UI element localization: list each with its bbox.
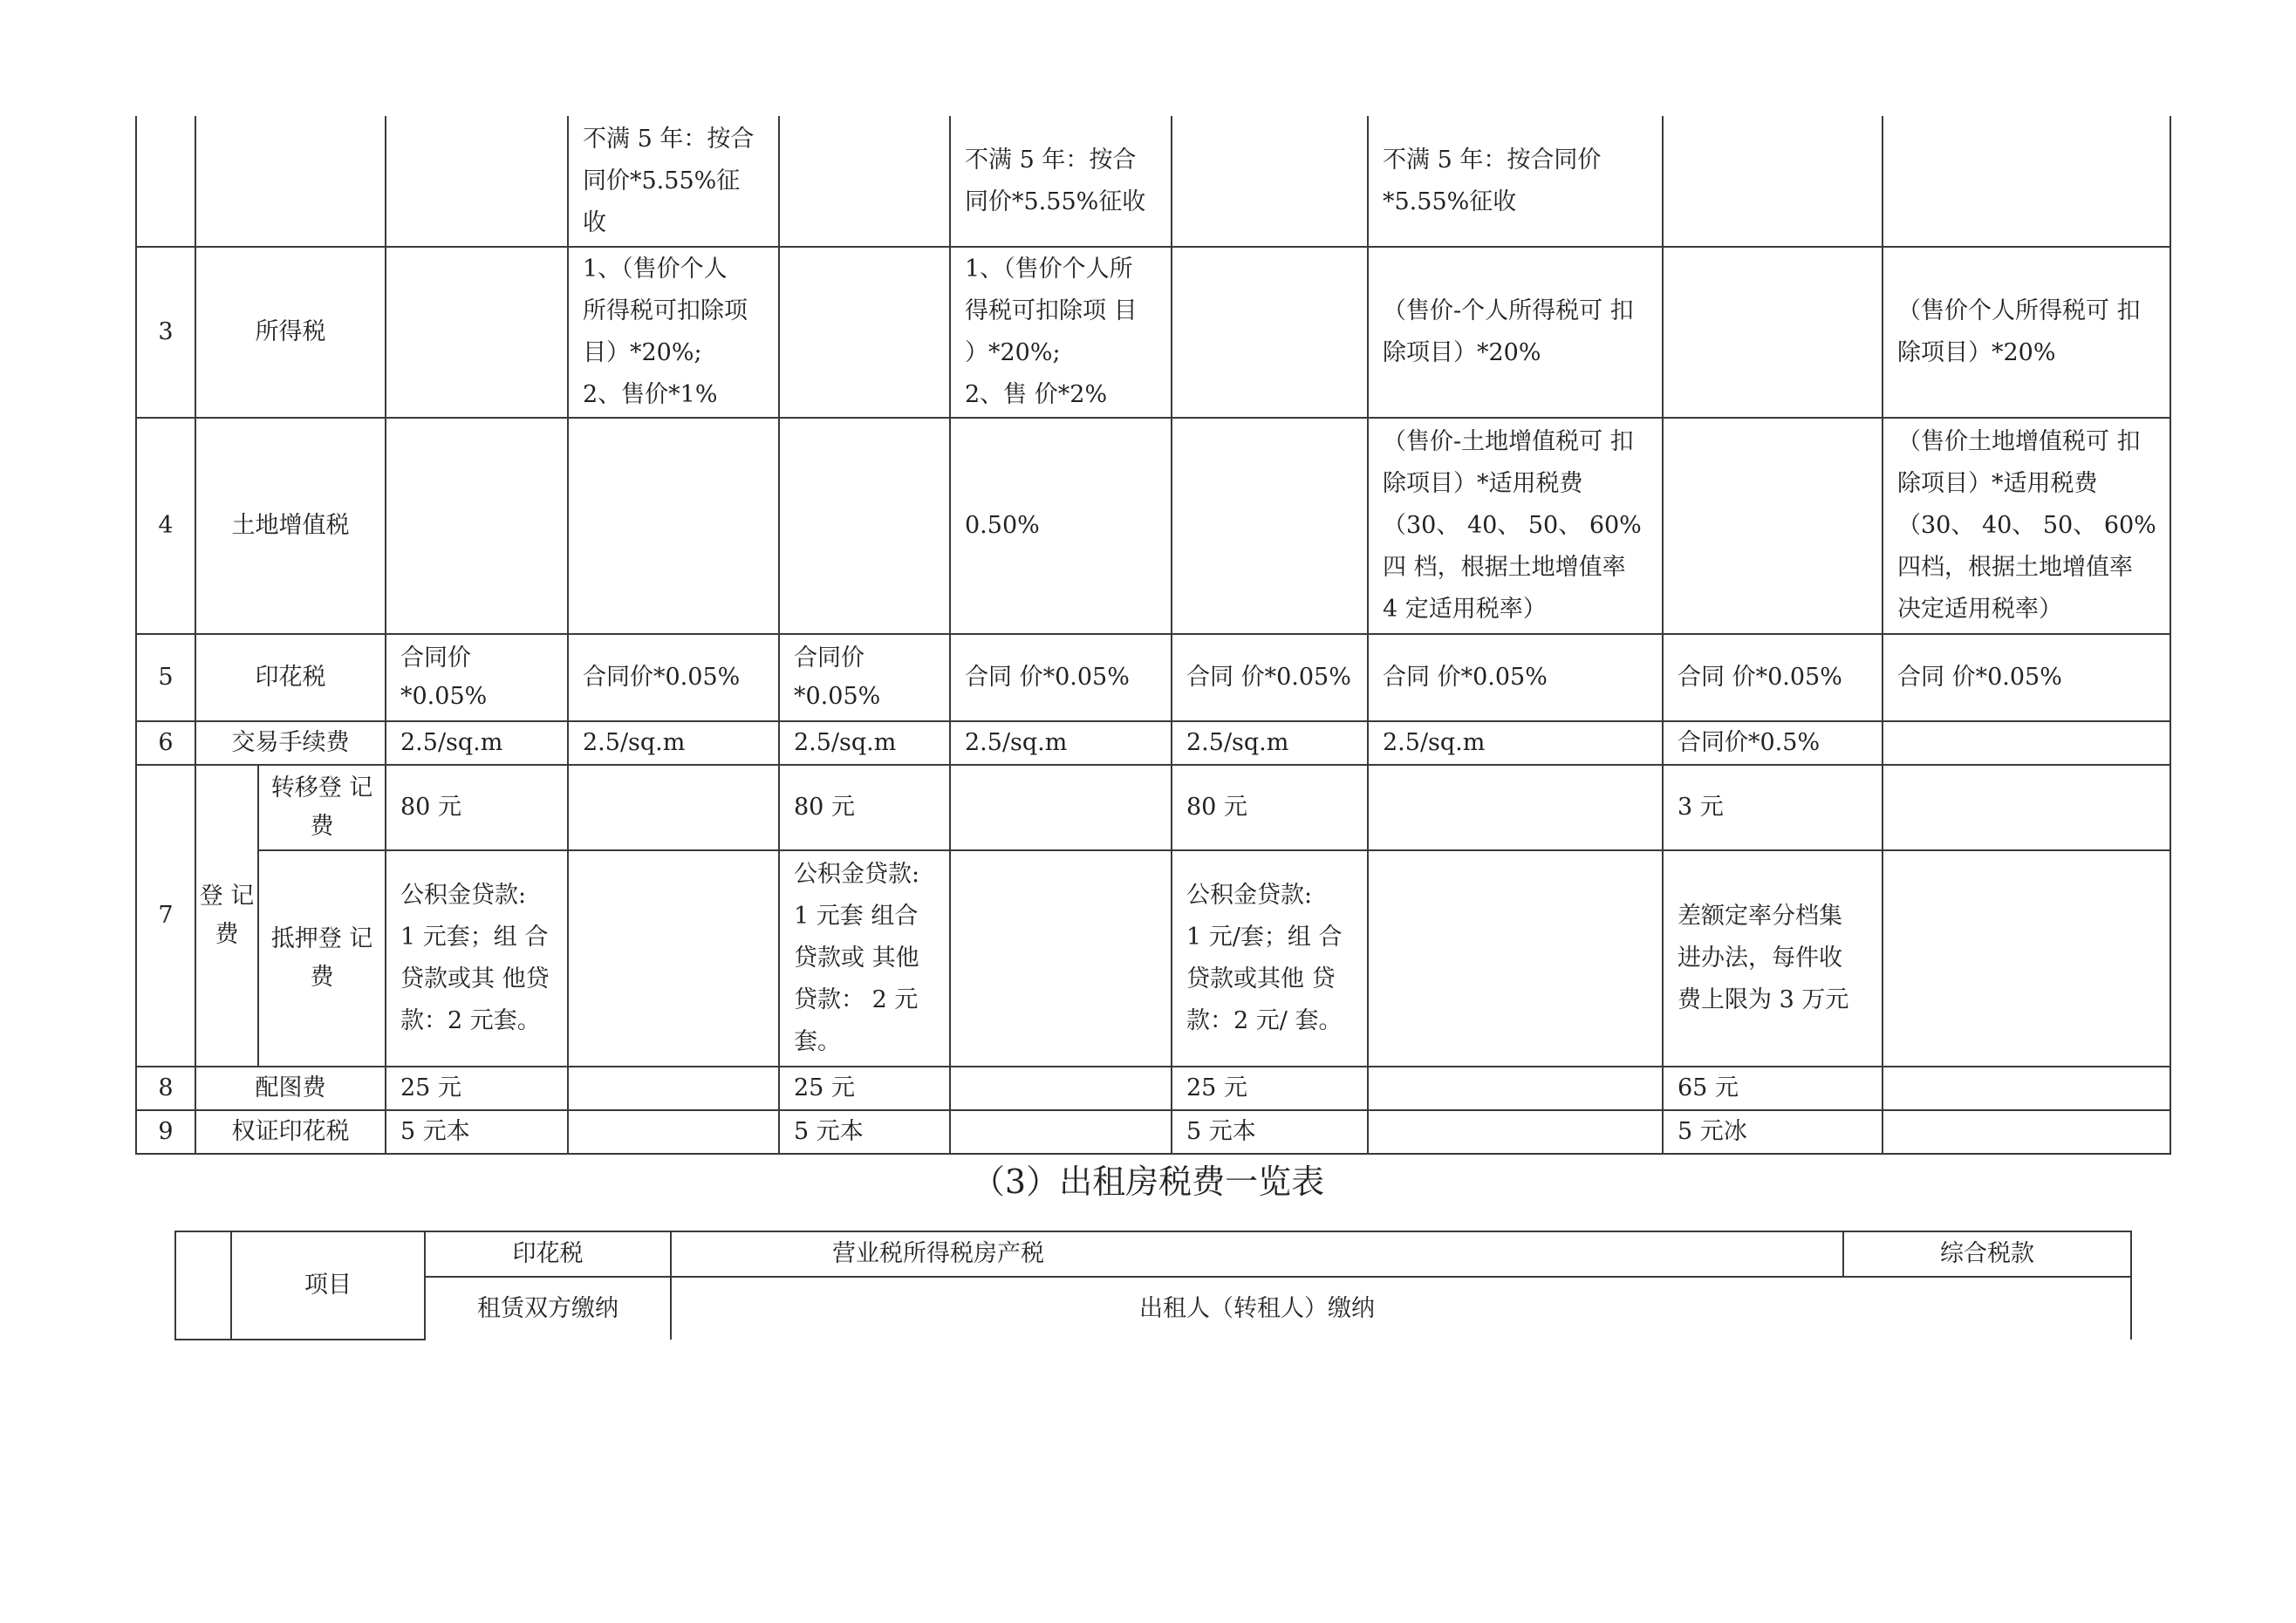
- table-row: [136, 850, 2170, 1067]
- table-row: [136, 247, 2170, 418]
- table-cell: [1883, 721, 2170, 765]
- header-total-tax: 综合税款: [1843, 1231, 2131, 1277]
- table-cell: [568, 1067, 779, 1110]
- table-cell: 80 元: [1172, 765, 1368, 850]
- table-cell: 65 元: [1663, 1067, 1883, 1110]
- table-cell: [779, 418, 950, 634]
- table-cell: 2.5/sq.m: [950, 721, 1172, 765]
- table-cell: 公积金贷款: 1 元套；组 合 贷款或其 他贷 款：2 元套。: [386, 850, 568, 1067]
- table-row: [175, 1231, 2131, 1277]
- table-cell: 1、（售价个人所 得税可扣除项 目 ）*20%; 2、售 价*2%: [950, 247, 1172, 418]
- table-cell: [1172, 116, 1368, 247]
- index-cell: [175, 1231, 231, 1340]
- item-name-cell: 权证印花税: [195, 1110, 386, 1154]
- header-other-taxes: 营业税所得税房产税: [671, 1231, 1843, 1277]
- table-cell: [779, 247, 950, 418]
- table-cell: 合同 价*0.05%: [1883, 634, 2170, 721]
- table-cell: 不满 5 年：按合 同价*5.55%征收: [950, 116, 1172, 247]
- table-cell: 80 元: [386, 765, 568, 850]
- table-cell: [568, 765, 779, 850]
- item-label-cell: 项目: [231, 1231, 425, 1340]
- header-stamp-tax: 印花税: [425, 1231, 671, 1277]
- table-cell: [950, 1110, 1172, 1154]
- sub-item-cell: 转移登 记 费: [258, 765, 386, 850]
- table-cell: [950, 1067, 1172, 1110]
- table-cell: （售价土地增值税可 扣 除项目）*适用税费 （30、 40、 50、 60% 四档，根据土地增值率 决定适用税率）: [1883, 418, 2170, 634]
- row-number-cell: 7: [136, 765, 195, 1067]
- table-cell: [1883, 765, 2170, 850]
- table-cell: 差额定率分档集 进办法，每件收 费上限为 3 万元: [1663, 850, 1883, 1067]
- table-cell: [950, 850, 1172, 1067]
- item-name-cell: 土地增值税: [195, 418, 386, 634]
- table-row: [136, 116, 2170, 247]
- table-cell: 2.5/sq.m: [1172, 721, 1368, 765]
- table-cell: [950, 765, 1172, 850]
- table-cell: 25 元: [386, 1067, 568, 1110]
- table-cell: 合同价 *0.05%: [779, 634, 950, 721]
- table-row: [136, 721, 2170, 765]
- row-number-cell: [136, 116, 195, 247]
- table-cell: [1172, 247, 1368, 418]
- table-cell: 25 元: [1172, 1067, 1368, 1110]
- row-number-cell: 5: [136, 634, 195, 721]
- table-cell: 2.5/sq.m: [1368, 721, 1663, 765]
- table-cell: （售价-土地增值税可 扣 除项目）*适用税费 （30、 40、 50、 60% 四 档，根据土地增值率 4 定适用税率）: [1368, 418, 1663, 634]
- section-heading: （3）出租房税费一览表: [971, 1163, 1325, 1201]
- table-cell: 0.50%: [950, 418, 1172, 634]
- table-cell: [1883, 116, 2170, 247]
- table-cell: 公积金贷款: 1 元套 组合 贷款或 其他 贷款： 2 元 套。: [779, 850, 950, 1067]
- table-cell: 2.5/sq.m: [568, 721, 779, 765]
- table-cell: [568, 418, 779, 634]
- table-cell: [1883, 850, 2170, 1067]
- table-cell: 5 元本: [386, 1110, 568, 1154]
- table-cell: 合同价 *0.05%: [386, 634, 568, 721]
- table-cell: [568, 1110, 779, 1154]
- item-name-cell: 交易手续费: [195, 721, 386, 765]
- table-cell: [779, 116, 950, 247]
- item-name-cell: [195, 116, 386, 247]
- row-number-cell: 8: [136, 1067, 195, 1110]
- table-cell: 5 元冰: [1663, 1110, 1883, 1154]
- table-cell: 合同价*0.5%: [1663, 721, 1883, 765]
- table-cell: [386, 418, 568, 634]
- table-cell: [386, 116, 568, 247]
- table-cell: 2.5/sq.m: [386, 721, 568, 765]
- table-cell: [1368, 1110, 1663, 1154]
- row-number-cell: 9: [136, 1110, 195, 1154]
- table-cell: [1883, 1110, 2170, 1154]
- group-label-cell: 登 记 费: [195, 765, 258, 1067]
- sub-item-cell: 抵押登 记 费: [258, 850, 386, 1067]
- rental-tax-table: [174, 1231, 2132, 1340]
- table-cell: 合同 价*0.05%: [1663, 634, 1883, 721]
- item-name-cell: 印花税: [195, 634, 386, 721]
- table-cell: 不满 5 年：按合 同价*5.55%征 收: [568, 116, 779, 247]
- table-row: [136, 1067, 2170, 1110]
- item-name-cell: 所得税: [195, 247, 386, 418]
- table-cell: 2.5/sq.m: [779, 721, 950, 765]
- table-cell: 5 元本: [779, 1110, 950, 1154]
- table-cell: [1663, 247, 1883, 418]
- table-row: [136, 1110, 2170, 1154]
- table-cell: [1172, 418, 1368, 634]
- table-cell: 合同 价*0.05%: [1368, 634, 1663, 721]
- table-cell: [1368, 765, 1663, 850]
- row-number-cell: 6: [136, 721, 195, 765]
- table-cell: 5 元本: [1172, 1110, 1368, 1154]
- table-cell: 80 元: [779, 765, 950, 850]
- table-cell: [1663, 418, 1883, 634]
- table-cell: [386, 247, 568, 418]
- table-cell: [1368, 1067, 1663, 1110]
- row-number-cell: 3: [136, 247, 195, 418]
- row-number-cell: 4: [136, 418, 195, 634]
- table-cell: 1、（售价个人 所得税可扣除项 目）*20%; 2、售价*1%: [568, 247, 779, 418]
- table-cell: 公积金贷款: 1 元/套；组 合 贷款或其他 贷 款：2 元/ 套。: [1172, 850, 1368, 1067]
- table-cell: 25 元: [779, 1067, 950, 1110]
- table-cell: （售价-个人所得税可 扣 除项目）*20%: [1368, 247, 1663, 418]
- table-cell: 不满 5 年：按合同价 *5.55%征收: [1368, 116, 1663, 247]
- item-name-cell: 配图费: [195, 1067, 386, 1110]
- table-cell: [1663, 116, 1883, 247]
- table-cell: [1368, 850, 1663, 1067]
- table-cell: 合同价*0.05%: [568, 634, 779, 721]
- property-tax-table: [135, 116, 2171, 1155]
- table-row: [136, 634, 2170, 721]
- table-cell: [1883, 1067, 2170, 1110]
- table-cell: 合同 价*0.05%: [950, 634, 1172, 721]
- table-cell: （售价个人所得税可 扣 除项目）*20%: [1883, 247, 2170, 418]
- table-cell: [568, 850, 779, 1067]
- table-row: [136, 418, 2170, 634]
- table-cell: 合同 价*0.05%: [1172, 634, 1368, 721]
- table-row: [136, 765, 2170, 850]
- payer-lessor-cell: 出租人（转租人）缴纳: [671, 1277, 2131, 1340]
- table-row: [175, 1277, 2131, 1340]
- table-cell: 3 元: [1663, 765, 1883, 850]
- payer-both-cell: 租赁双方缴纳: [425, 1277, 671, 1340]
